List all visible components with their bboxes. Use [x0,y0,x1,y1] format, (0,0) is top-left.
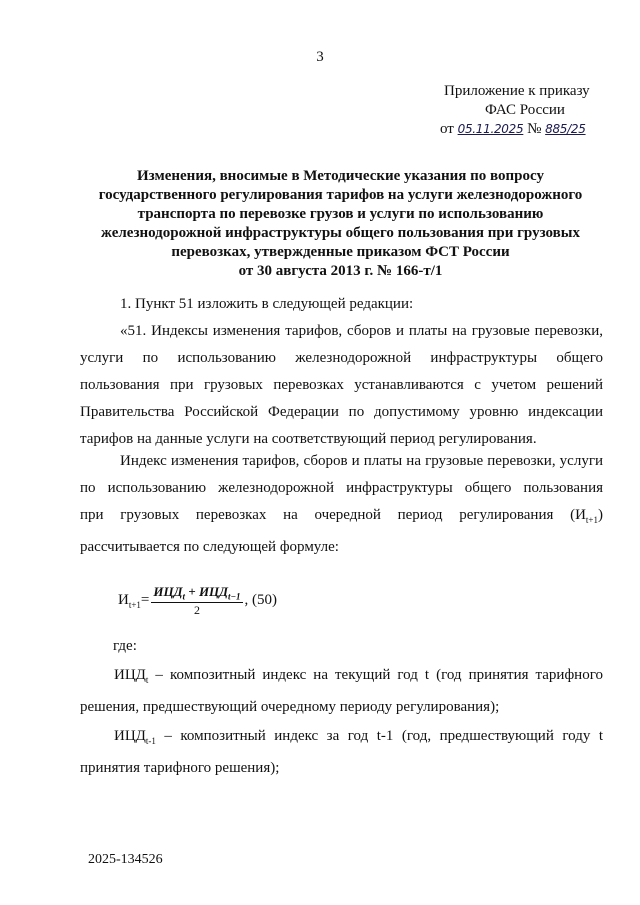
def-symbol-sub: t-1 [145,736,156,746]
definition-line: принятия тарифного решения); [80,760,280,776]
definition-2 [80,723,603,782]
title-line: перевозках, утвержденные приказом ФСТ России [171,244,510,260]
document-title [92,167,589,281]
formula-fraction [151,584,242,618]
def-symbol-sub: t [145,675,149,685]
handwritten-number: 885/25 [545,122,586,136]
paragraph-index [80,448,603,561]
paragraph-51 [80,318,603,453]
formula-lhs-sub: t+1 [128,600,141,611]
def-symbol: ИЦД [114,728,146,744]
date-prefix: от [440,121,454,137]
num-term: ИЦД [153,584,183,599]
num-term: ИЦД [198,584,229,599]
formula-lhs: И [118,592,129,609]
num-term-sub: t−1 [228,591,241,602]
def-symbol: ИЦД [114,667,146,683]
paragraph-text: ) [598,507,603,523]
paragraph-line: Индекс изменения тарифов, сборов и платы на грузовые перевозки, услуги [120,453,603,469]
subscript: t+1 [585,515,598,525]
title-line: железнодорожной инфраструктуры общего пользования при грузовых [101,225,580,241]
paragraph-line: Правительства Российской Федерации по допустимому уровню индексации [80,404,603,420]
appendix-line2: ФАС России [485,102,565,118]
title-line: государственного регулирования тарифов на услуги железнодорожного [98,187,583,203]
item-1: 1. Пункт 51 изложить в следующей редакции: [120,296,414,312]
definition-line: решения, предшествующий очередному периоду регулирования); [80,699,500,715]
where-label: где: [113,638,137,654]
document-number: 2025-134526 [88,852,163,867]
def-text: – композитный индекс за год t-1 (год, предшествующий году t [155,728,603,744]
paragraph-line: «51. Индексы изменения тарифов, сборов и платы на грузовые перевозки, [120,323,603,339]
number-prefix: № [527,121,542,137]
appendix-line1: Приложение к приказу [444,83,590,99]
formula-numerator [151,584,242,603]
formula-tail: , (50) [244,592,278,609]
formula-eq: = [140,592,150,609]
title-line: транспорта по перевозке грузов и услуги по использованию [137,206,544,222]
num-term-sub: t [182,591,186,602]
def-text: – композитный индекс на текущий год t (год принятия тарифного [148,667,603,683]
page-number: 3 [316,49,324,65]
formula-denominator: 2 [193,602,200,617]
handwritten-date: 05.11.2025 [457,122,524,136]
paragraph-line [80,502,603,534]
paragraph-line: пользования при грузовых перевозках устанавливаются с учетом решений [80,377,603,393]
num-plus: + [185,584,199,599]
formula-50 [118,584,277,618]
paragraph-text: при грузовых перевозках на очередной период регулирования (И [80,507,586,523]
title-line: Изменения, вносимые в Методические указания по вопросу [137,168,544,184]
title-line: от 30 августа 2013 г. № 166-т/1 [238,263,443,279]
paragraph-line: рассчитывается по следующей формуле: [80,539,339,555]
definition-line [114,723,603,755]
appendix-block [440,82,610,139]
definition-1 [80,662,603,721]
appendix-date-line [440,120,610,139]
paragraph-line: тарифов на данные услуги на соответствующий период регулирования. [80,431,537,447]
paragraph-line: по использованию железнодорожной инфраструктуры общего пользования [80,480,603,496]
paragraph-line: услуги по использованию железнодорожной инфраструктуры общего [80,350,603,366]
definition-line [114,662,603,694]
